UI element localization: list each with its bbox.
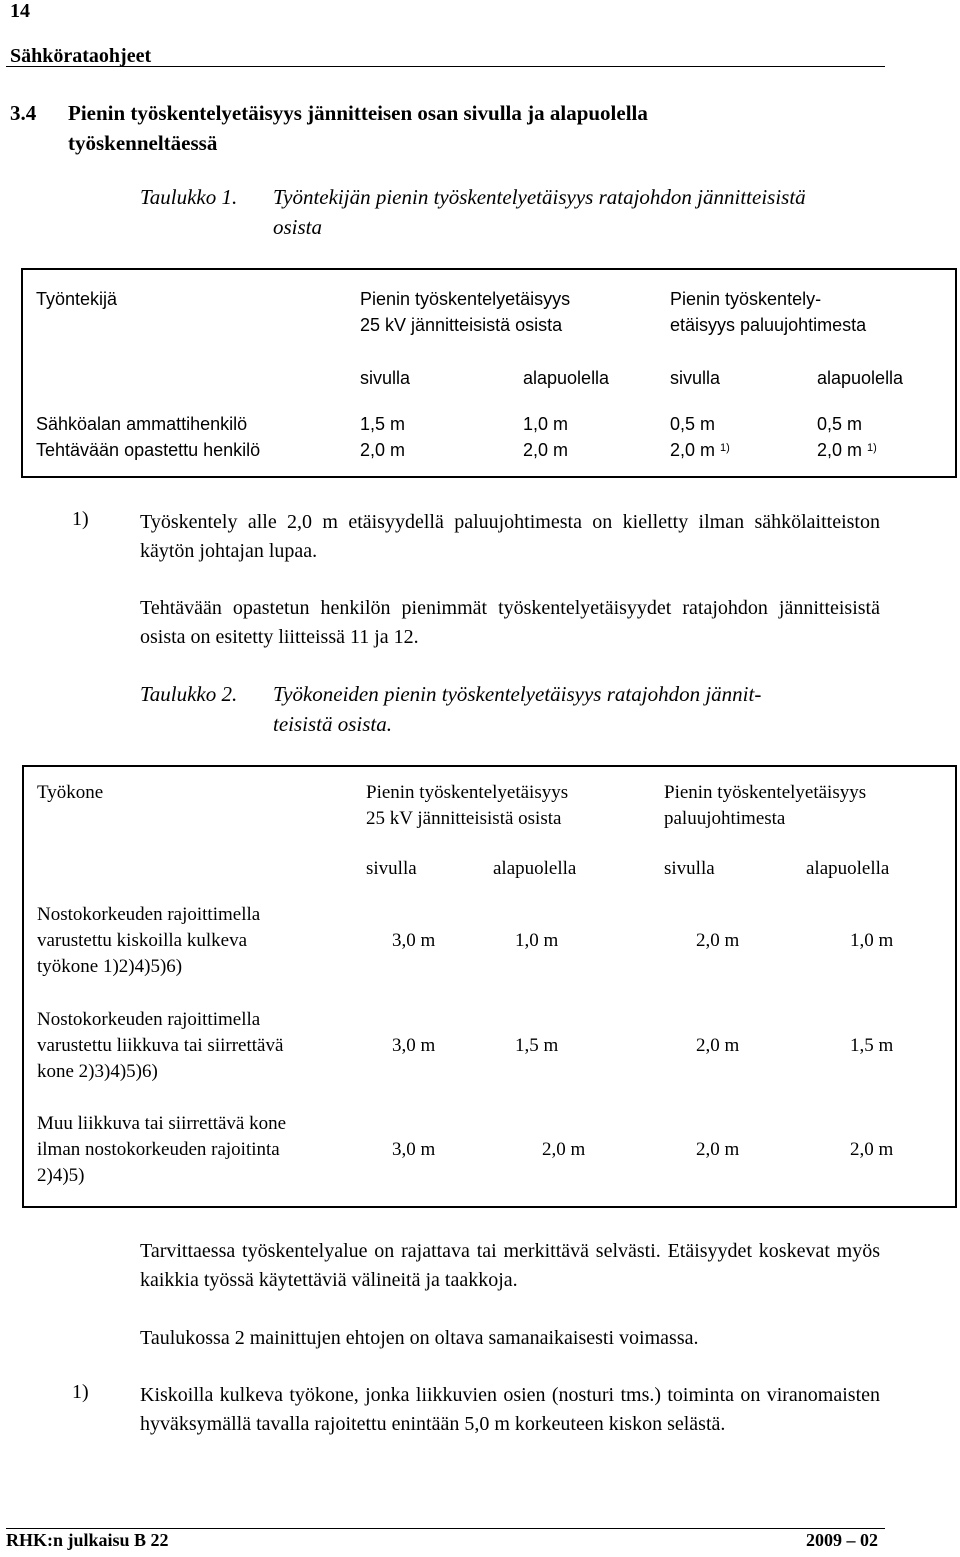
table2-col-25kv-line1: Pienin työskentelyetäisyys: [366, 782, 569, 803]
table1-row1-label: Sähköalan ammattihenkilö: [36, 414, 248, 434]
table2-row1-label-line1: Nostokorkeuden rajoittimella: [37, 904, 261, 925]
note2-text: Kiskoilla kulkeva työkone, jonka liikkuvien osien (nosturi tms.) toiminta on viranomaisten hyväksymällä tavalla rajoitettu enintään 5,0 m korkeuteen kiskon selästä.: [140, 1384, 880, 1435]
note1-number: 1): [72, 508, 89, 530]
table2-sub-below-1: alapuolella: [493, 858, 577, 879]
table2-sub-side-1: sivulla: [366, 858, 417, 879]
table1-row2-label: Tehtävään opastettu henkilö: [36, 440, 261, 460]
table1-cell: 0,5 m: [817, 414, 863, 434]
table2: [22, 765, 957, 1208]
table-row: [37, 902, 260, 980]
table1-sub-side-2: sivulla: [670, 368, 721, 388]
header-rule: [6, 66, 885, 67]
table2-row1-label-line2: varustettu kiskoilla kulkeva: [37, 930, 248, 951]
table1-cell: 1,0 m: [523, 414, 569, 434]
footnote-mark: 1): [867, 442, 877, 454]
table2-col-25kv-line2: 25 kV jännitteisistä osista: [366, 808, 562, 829]
table2-cell: 1,5 m: [850, 1035, 894, 1056]
note1-text: Työskentely alle 2,0 m etäisyydellä paluujohtimesta on kielletty ilman sähkölaitteiston käytön johtajan lupaa.: [140, 511, 880, 562]
footer-date: 2009 – 02: [806, 1530, 878, 1550]
table2-cell: 1,0 m: [515, 930, 559, 951]
table1-col-25kv: [360, 286, 570, 338]
section-title-line2: työskenneltäessä: [68, 131, 218, 155]
table1-col-return-line1: Pienin työskentely-: [670, 289, 822, 309]
table1-caption-line2: osista: [273, 215, 323, 239]
section-number: 3.4: [10, 101, 37, 125]
footer-rule: [6, 1528, 885, 1529]
table1-col-worker: Työntekijä: [36, 289, 118, 309]
table2-cell: 1,0 m: [850, 930, 894, 951]
table2-caption: [140, 679, 761, 739]
table-row: [37, 1111, 286, 1189]
table1-col4-values: [670, 411, 730, 463]
note2-number: 1): [72, 1381, 89, 1403]
table1-col-return-line2: etäisyys paluujohtimesta: [670, 315, 867, 335]
table2-cell: 2,0 m: [542, 1139, 586, 1160]
table1-cell: 1,5 m: [360, 414, 406, 434]
table1-col5-values: [817, 411, 877, 463]
table2-col-return: [664, 780, 866, 832]
table1-cell: 2,0 m: [523, 440, 569, 460]
table2-cell: 3,0 m: [392, 1035, 436, 1056]
table1-col-25kv-line2: 25 kV jännitteisistä osista: [360, 315, 563, 335]
table2-cell: 2,0 m: [696, 1035, 740, 1056]
table1-cell: 0,5 m: [670, 414, 716, 434]
table2-row2-label-line3: kone 2)3)4)5)6): [37, 1061, 158, 1082]
table1-cell: 2,0 m: [670, 440, 716, 460]
table-row: [37, 1007, 283, 1085]
table1-sub-below-2: alapuolella: [817, 368, 904, 388]
table1-col3-values: [523, 411, 568, 463]
table2-sub-side-2: sivulla: [664, 858, 715, 879]
table2-row3-label-line1: Muu liikkuva tai siirrettävä kone: [37, 1113, 287, 1134]
table2-row3-label-line2: ilman nostokorkeuden rajoitinta: [37, 1139, 280, 1160]
running-title: Sähkörataohjeet: [10, 45, 152, 67]
table1-sub-below-1: alapuolella: [523, 368, 610, 388]
table2-row2-label-line2: varustettu liikkuva tai siirrettävä: [37, 1035, 284, 1056]
table1-col-25kv-line1: Pienin työskentelyetäisyys: [360, 289, 571, 309]
table2-row1-label-line3: työkone 1)2)4)5)6): [37, 956, 183, 977]
table2-cell: 3,0 m: [392, 930, 436, 951]
table2-cell: 2,0 m: [696, 1139, 740, 1160]
table1-col-return: [670, 286, 866, 338]
table2-cell: 3,0 m: [392, 1139, 436, 1160]
table2-cell: 2,0 m: [850, 1139, 894, 1160]
table2-col-return-line2: paluujohtimesta: [664, 808, 786, 829]
table1-row-labels: [36, 411, 260, 463]
paragraph-1: Tehtävään opastetun henkilön pienimmät työskentelyetäisyydet ratajohdon jännitteisistä osista on esitetty liitteissä 11 ja 12.: [140, 597, 880, 648]
table2-caption-label: Taulukko 2.: [140, 682, 238, 706]
table1-cell: 2,0 m: [817, 440, 863, 460]
paragraph-2: Tarvittaessa työskentelyalue on rajattava tai merkittävä selvästi. Etäisyydet koskevat myös kaikkia työssä käytettäviä välineitä ja taakkoja.: [140, 1240, 880, 1291]
table1: [21, 268, 957, 478]
footer-publication: RHK:n julkaisu B 22: [6, 1530, 169, 1550]
table2-col-return-line1: Pienin työskentelyetäisyys: [664, 782, 867, 803]
table2-cell: 1,5 m: [515, 1035, 559, 1056]
page-number: 14: [10, 0, 30, 22]
table1-caption-label: Taulukko 1.: [140, 185, 238, 209]
table2-cell: 2,0 m: [696, 930, 740, 951]
table2-sub-below-2: alapuolella: [806, 858, 890, 879]
table2-caption-line1: Työkoneiden pienin työskentelyetäisyys ratajohdon jännit-: [273, 682, 762, 706]
paragraph-3: Taulukossa 2 mainittujen ehtojen on oltava samanaikaisesti voimassa.: [140, 1327, 699, 1349]
table2-col-machine: Työkone: [37, 782, 104, 803]
table2-row3-label-line3: 2)4)5): [37, 1165, 85, 1186]
section-title-line1: Pienin työskentelyetäisyys jännitteisen osan sivulla ja alapuolella: [68, 101, 648, 125]
table1-col2-values: [360, 411, 405, 463]
table1-caption-line1: Työntekijän pienin työskentelyetäisyys ratajohdon jännitteisistä: [273, 185, 806, 209]
table1-cell: 2,0 m: [360, 440, 406, 460]
footnote-mark: 1): [720, 442, 730, 454]
table2-caption-line2: teisistä osista.: [273, 712, 393, 736]
table1-caption: [140, 182, 806, 242]
table2-row2-label-line1: Nostokorkeuden rajoittimella: [37, 1009, 261, 1030]
table2-col-25kv: [366, 780, 568, 832]
section-heading: [10, 98, 648, 158]
table1-sub-side-1: sivulla: [360, 368, 411, 388]
